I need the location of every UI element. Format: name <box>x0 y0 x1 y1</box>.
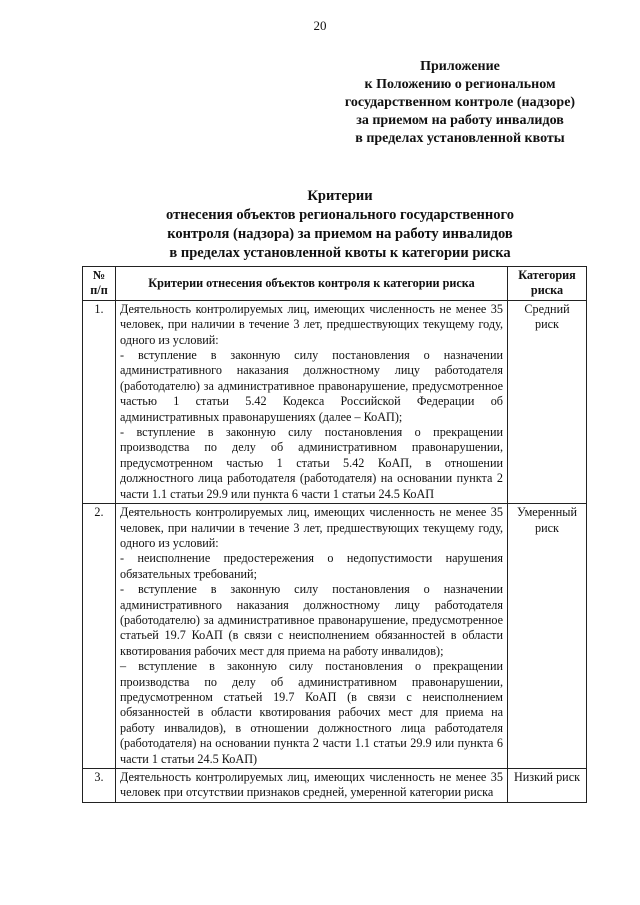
table-header-row <box>83 267 587 301</box>
criteria-paragraph: Деятельность контролируемых лиц, имеющих численность не менее 35 человек, при наличии в течение 3 лет, предшествующих текущему году, одного из условий: <box>120 505 503 550</box>
appendix-line: государственном контроле (надзоре) <box>344 95 576 110</box>
criteria-paragraph: - неисполнение предостережения о недопустимости нарушения обязательных требований; <box>120 551 503 581</box>
appendix-heading <box>330 58 590 148</box>
row-number: 2. <box>83 504 116 769</box>
appendix-line: за приемом на работу инвалидов <box>356 113 564 128</box>
criteria-paragraph: - вступление в законную силу постановления о назначении административного наказания должностному лицу работодателя (работодателю) за административное правонарушение, предусмотренное частью 1 статьи 5.42 Кодекса Российской Федерации об административных правонарушениях (далее – КоАП); <box>120 348 503 424</box>
title-line: в пределах установленной квоты к категории риска <box>169 245 511 261</box>
row-criteria <box>116 769 508 803</box>
row-criteria <box>116 300 508 503</box>
risk-criteria-table <box>82 266 587 803</box>
title-line: отнесения объектов регионального государственного <box>166 207 514 223</box>
row-number: 1. <box>83 300 116 503</box>
appendix-line: Приложение <box>420 59 500 74</box>
appendix-line: к Положению о региональном <box>364 77 556 92</box>
table-row <box>83 300 587 503</box>
criteria-paragraph: Деятельность контролируемых лиц, имеющих численность не менее 35 человек при отсутствии признаков средней, умеренной категории риска <box>120 770 503 800</box>
row-category: Низкий риск <box>508 769 587 803</box>
title-line: Критерии <box>307 188 373 204</box>
row-number: 3. <box>83 769 116 803</box>
table-row <box>83 504 587 769</box>
header-criteria: Критерии отнесения объектов контроля к категории риска <box>116 267 508 301</box>
criteria-paragraph: – вступление в законную силу постановления о прекращении производства по делу об административном правонарушении, предусмотренном статьей 19.7 КоАП (в связи с неисполнением обязанностей в области квотирования рабочих мест для приема на работу инвалидов), в отношении должностного лица работодателя (работодателя) на основании пункта 2 части 1.1 статьи 29.9 или пункта 6 части 1 статьи 24.5 КоАП) <box>120 659 503 766</box>
document-title <box>80 187 600 263</box>
appendix-line: в пределах установленной квоты <box>355 131 565 146</box>
criteria-paragraph: Деятельность контролируемых лиц, имеющих численность не менее 35 человек, при наличии в течение 3 лет, предшествующих текущему году, одного из условий: <box>120 301 503 347</box>
header-num: № п/п <box>83 267 116 301</box>
row-criteria <box>116 504 508 769</box>
criteria-paragraph: - вступление в законную силу постановления о назначении административного наказания должностному лицу работодателя (работодателю) за административное правонарушение, предусмотренное статьей 19.7 КоАП (в связи с неисполнением обязанностей в области квотирования рабочих мест для приема на работу инвалидов); <box>120 582 503 658</box>
page-number: 20 <box>313 18 327 33</box>
row-category: Умеренный риск <box>508 504 587 769</box>
criteria-paragraph: - вступление в законную силу постановления о прекращении производства по делу об административном правонарушении, предусмотренном частью 1 статьи 5.42 КоАП, в отношении должностного лица работодателя (работодателя) на основании пункта 2 части 1.1 статьи 29.9 или пункта 6 части 1 статьи 24.5 КоАП <box>120 425 503 501</box>
row-category: Средний риск <box>508 300 587 503</box>
header-category: Категория риска <box>508 267 587 301</box>
table-row <box>83 769 587 803</box>
title-line: контроля (надзора) за приемом на работу инвалидов <box>167 226 513 242</box>
